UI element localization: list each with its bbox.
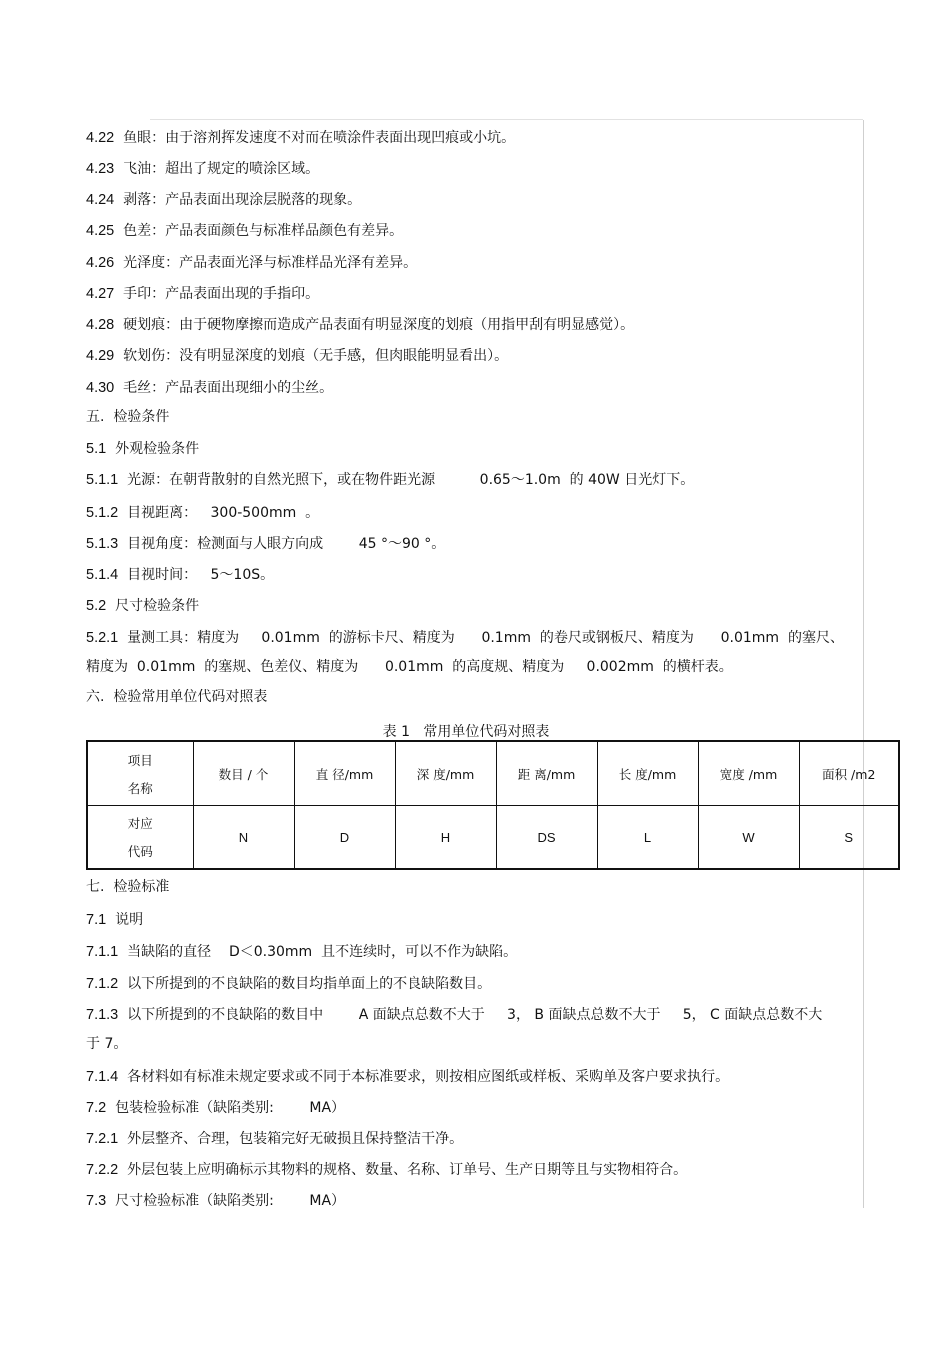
table-cell: 直 径/mm xyxy=(294,741,395,806)
table-row-names xyxy=(87,741,899,806)
clause-5-2-1-continued: 精度为 0.01mm 的塞规、色差仪、精度为 0.01mm 的高度规、精度为 0.002mm 的横杆表。 xyxy=(86,659,733,675)
clause-5-1-2: 5.1.2 目视距离： 300-500mm 。 xyxy=(86,505,320,521)
clause-5-2: 5.2 尺寸检验条件 xyxy=(86,598,200,614)
clause-5-1-1: 5.1.1 光源：在朝背散射的自然光照下，或在物件距光源 0.65～1.0m 的 40W 日光灯下。 xyxy=(86,472,695,488)
clause-4-30: 4.30 毛丝：产品表面出现细小的尘丝。 xyxy=(86,380,334,396)
table-cell: W xyxy=(698,806,799,870)
clause-7-1-2: 7.1.2 以下所提到的不良缺陷的数目均指单面上的不良缺陷数目。 xyxy=(86,976,492,992)
table-cell: 宽度 /mm xyxy=(698,741,799,806)
table-caption: 表 1 常用单位代码对照表 xyxy=(382,724,550,740)
section-6-heading: 六. 检验常用单位代码对照表 xyxy=(86,689,268,705)
clause-7-1: 7.1 说明 xyxy=(86,912,144,928)
table-row-codes xyxy=(87,806,899,870)
section-5-heading: 五. 检验条件 xyxy=(86,409,170,425)
clause-4-25: 4.25 色差：产品表面颜色与标准样品颜色有差异。 xyxy=(86,223,404,239)
table-cell: 深 度/mm xyxy=(395,741,496,806)
clause-4-26: 4.26 光泽度：产品表面光泽与标准样品光泽有差异。 xyxy=(86,255,418,271)
table-cell: DS xyxy=(496,806,597,870)
table-cell: 数目 / 个 xyxy=(193,741,294,806)
table-cell: S xyxy=(799,806,899,870)
unit-code-table xyxy=(86,740,900,870)
row-header-cell: 项目 名称 xyxy=(87,741,193,806)
clause-7-2-1: 7.2.1 外层整齐、合理，包装箱完好无破损且保持整洁干净。 xyxy=(86,1131,464,1147)
table-cell: 长 度/mm xyxy=(597,741,698,806)
clause-5-1-3: 5.1.3 目视角度：检测面与人眼方向成 45 °～90 °。 xyxy=(86,536,446,552)
table-cell: N xyxy=(193,806,294,870)
clause-7-1-3: 7.1.3 以下所提到的不良缺陷的数目中 A 面缺点总数不大于 3， B 面缺点总数不大于 5， C 面缺点总数不大 xyxy=(86,1007,823,1023)
clause-5-2-1: 5.2.1 量测工具：精度为 0.01mm 的游标卡尺、精度为 0.1mm 的卷尺或钢板尺、精度为 0.01mm 的塞尺、 xyxy=(86,630,844,646)
table-cell: 面积 /m2 xyxy=(799,741,899,806)
clause-5-1: 5.1 外观检验条件 xyxy=(86,441,200,457)
page-frame-right xyxy=(863,120,864,1208)
clause-7-1-3-continued: 于 7。 xyxy=(86,1036,128,1052)
clause-7-1-1: 7.1.1 当缺陷的直径 D＜0.30mm 且不连续时，可以不作为缺陷。 xyxy=(86,944,518,960)
clause-4-24: 4.24 剥落：产品表面出现涂层脱落的现象。 xyxy=(86,192,362,208)
table-cell: D xyxy=(294,806,395,870)
clause-4-23: 4.23 飞油：超出了规定的喷涂区域。 xyxy=(86,161,320,177)
row-header-cell: 对应 代码 xyxy=(87,806,193,870)
table-cell: 距 离/mm xyxy=(496,741,597,806)
section-7-heading: 七. 检验标准 xyxy=(86,879,170,895)
clause-7-3: 7.3 尺寸检验标准（缺陷类别: MA） xyxy=(86,1193,346,1209)
clause-4-27: 4.27 手印：产品表面出现的手指印。 xyxy=(86,286,320,302)
clause-4-22: 4.22 鱼眼：由于溶剂挥发速度不对而在喷涂件表面出现凹痕或小坑。 xyxy=(86,130,516,146)
clause-4-28: 4.28 硬划痕：由于硬物摩擦而造成产品表面有明显深度的划痕（用指甲刮有明显感觉）。 xyxy=(86,317,635,333)
page-frame-top xyxy=(150,119,863,120)
clause-4-29: 4.29 软划伤：没有明显深度的划痕（无手感，但肉眼能明显看出）。 xyxy=(86,348,509,364)
clause-7-1-4: 7.1.4 各材料如有标准未规定要求或不同于本标准要求，则按相应图纸或样板、采购单及客户要求执行。 xyxy=(86,1069,730,1085)
clause-7-2: 7.2 包装检验标准（缺陷类别: MA） xyxy=(86,1100,346,1116)
table-cell: L xyxy=(597,806,698,870)
table-cell: H xyxy=(395,806,496,870)
clause-5-1-4: 5.1.4 目视时间： 5～10S。 xyxy=(86,567,275,583)
clause-7-2-2: 7.2.2 外层包装上应明确标示其物料的规格、数量、名称、订单号、生产日期等且与实物相符合。 xyxy=(86,1162,688,1178)
